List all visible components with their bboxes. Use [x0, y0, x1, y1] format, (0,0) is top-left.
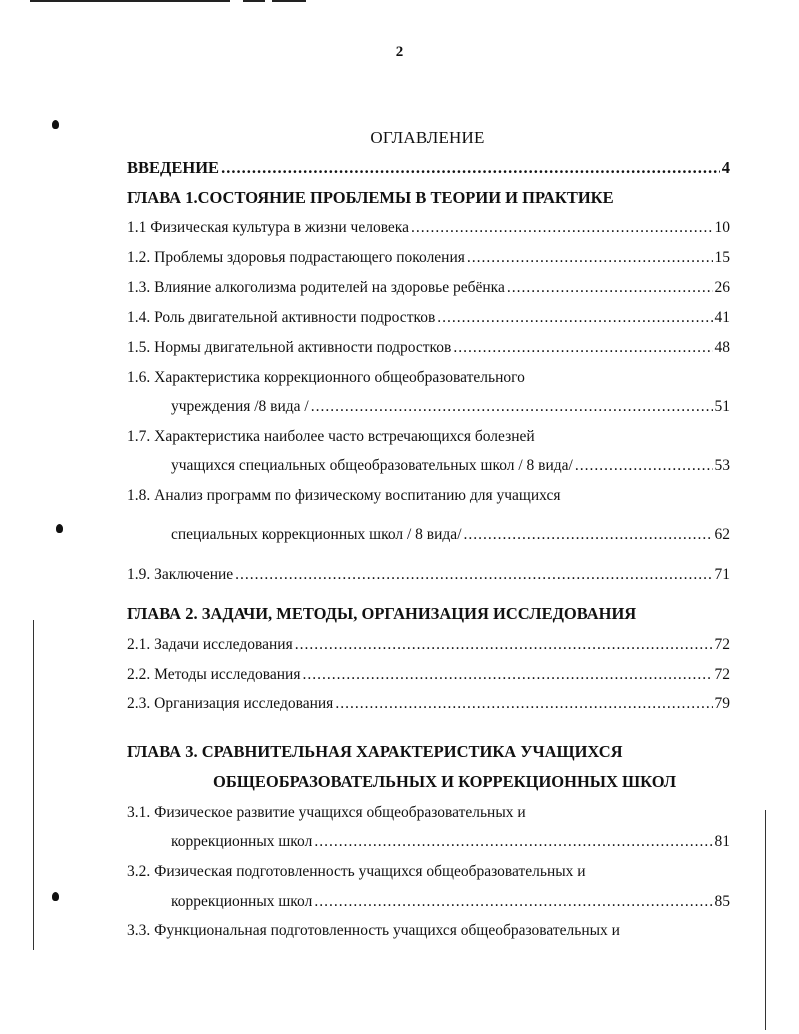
toc-leader-dots	[467, 249, 713, 267]
toc-entry-1-6	[171, 398, 730, 416]
toc-leader-dots	[411, 219, 713, 237]
toc-entry-page: 85	[714, 893, 730, 910]
scan-artifact-line	[243, 0, 265, 2]
toc-entry-page: 41	[714, 309, 730, 326]
toc-entry-page: 26	[714, 279, 730, 296]
toc-entry-label: коррекционных школ	[171, 833, 313, 850]
toc-leader-dots	[302, 666, 712, 684]
toc-entry-page: 79	[714, 695, 730, 712]
toc-entry-label: 2.2. Методы исследования	[127, 666, 301, 683]
toc-entry-label: 1.5. Нормы двигательной активности подростков	[127, 339, 452, 356]
toc-entry-3-3-line1: 3.3. Функциональная подготовленность учащихся общеобразовательных и	[127, 922, 620, 939]
toc-entry-page: 71	[714, 566, 730, 583]
toc-entry-label: ВВЕДЕНИЕ	[127, 158, 220, 177]
toc-entry-page: 48	[714, 339, 730, 356]
toc-entry-1-7	[171, 457, 730, 475]
toc-entry-introduction	[127, 158, 730, 178]
toc-entry-page: 4	[721, 158, 730, 177]
toc-leader-dots	[311, 398, 713, 416]
toc-chapter-3-heading-line1: ГЛАВА 3. СРАВНИТЕЛЬНАЯ ХАРАКТЕРИСТИКА УЧАЩИХСЯ	[127, 742, 623, 761]
toc-entry-page: 72	[714, 636, 730, 653]
toc-leader-dots	[464, 526, 713, 544]
toc-entry-page: 81	[714, 833, 730, 850]
toc-leader-dots	[221, 158, 720, 178]
toc-entry-1-3	[127, 279, 730, 297]
toc-entry-label: 2.1. Задачи исследования	[127, 636, 293, 653]
toc-entry-2-2	[127, 666, 730, 684]
toc-entry-page: 62	[714, 526, 730, 543]
toc-leader-dots	[314, 833, 712, 851]
scan-artifact-line	[272, 0, 306, 2]
toc-entry-1-8-line1: 1.8. Анализ программ по физическому воспитанию для учащихся	[127, 487, 561, 504]
toc-entry-label: учащихся специальных общеобразовательных школ / 8 вида/	[171, 457, 573, 474]
scan-artifact-edge	[765, 810, 766, 1030]
toc-entry-3-1-line1: 3.1. Физическое развитие учащихся общеобразовательных и	[127, 804, 526, 821]
toc-entry-2-3	[127, 695, 730, 713]
toc-entry-1-6-line1: 1.6. Характеристика коррекционного общеобразовательного	[127, 369, 525, 386]
toc-leader-dots	[437, 309, 712, 327]
toc-chapter-3-heading-line2: ОБЩЕОБРАЗОВАТЕЛЬНЫХ И КОРРЕКЦИОННЫХ ШКОЛ	[213, 772, 676, 791]
scan-artifact-mark	[56, 524, 63, 533]
toc-chapter-1-heading: ГЛАВА 1.СОСТОЯНИЕ ПРОБЛЕМЫ В ТЕОРИИ И ПРАКТИКЕ	[127, 188, 614, 207]
toc-leader-dots	[575, 457, 713, 475]
toc-entry-2-1	[127, 636, 730, 654]
toc-entry-label: 1.3. Влияние алкоголизма родителей на здоровье ребёнка	[127, 279, 505, 296]
toc-entry-label: учреждения /8 вида /	[171, 398, 309, 415]
toc-leader-dots	[295, 636, 713, 654]
toc-entry-1-8	[171, 526, 730, 544]
toc-entry-1-1	[127, 219, 730, 237]
toc-leader-dots	[314, 893, 712, 911]
toc-entry-label: специальных коррекционных школ / 8 вида/	[171, 526, 462, 543]
toc-leader-dots	[453, 339, 712, 357]
toc-entry-3-2-line1: 3.2. Физическая подготовленность учащихся общеобразовательных и	[127, 863, 586, 880]
toc-entry-page: 10	[714, 219, 730, 236]
toc-entry-1-9	[127, 566, 730, 584]
toc-entry-page: 15	[714, 249, 730, 266]
scan-artifact-mark	[52, 892, 59, 901]
page-number: 2	[395, 44, 404, 60]
toc-entry-1-2	[127, 249, 730, 267]
toc-leader-dots	[335, 695, 712, 713]
toc-entry-page: 51	[714, 398, 730, 415]
toc-entry-label: 2.3. Организация исследования	[127, 695, 334, 712]
toc-entry-page: 72	[714, 666, 730, 683]
scan-artifact-edge	[33, 620, 34, 950]
toc-chapter-2-heading: ГЛАВА 2. ЗАДАЧИ, МЕТОДЫ, ОРГАНИЗАЦИЯ ИССЛЕДОВАНИЯ	[127, 604, 637, 623]
toc-entry-page: 53	[714, 457, 730, 474]
toc-entry-label: 1.9. Заключение	[127, 566, 234, 583]
toc-entry-1-5	[127, 339, 730, 357]
toc-entry-label: 1.4. Роль двигательной активности подростков	[127, 309, 436, 326]
toc-entry-label: 1.1 Физическая культура в жизни человека	[127, 219, 409, 236]
toc-entry-1-4	[127, 309, 730, 327]
toc-leader-dots	[507, 279, 713, 297]
toc-entry-3-2	[171, 893, 730, 911]
toc-entry-label: 1.2. Проблемы здоровья подрастающего поколения	[127, 249, 465, 266]
toc-leader-dots	[235, 566, 712, 584]
scan-artifact-line	[30, 0, 230, 2]
toc-title: ОГЛАВЛЕНИЕ	[370, 128, 485, 147]
toc-entry-1-7-line1: 1.7. Характеристика наиболее часто встречающихся болезней	[127, 428, 535, 445]
toc-entry-3-1	[171, 833, 730, 851]
toc-entry-label: коррекционных школ	[171, 893, 313, 910]
